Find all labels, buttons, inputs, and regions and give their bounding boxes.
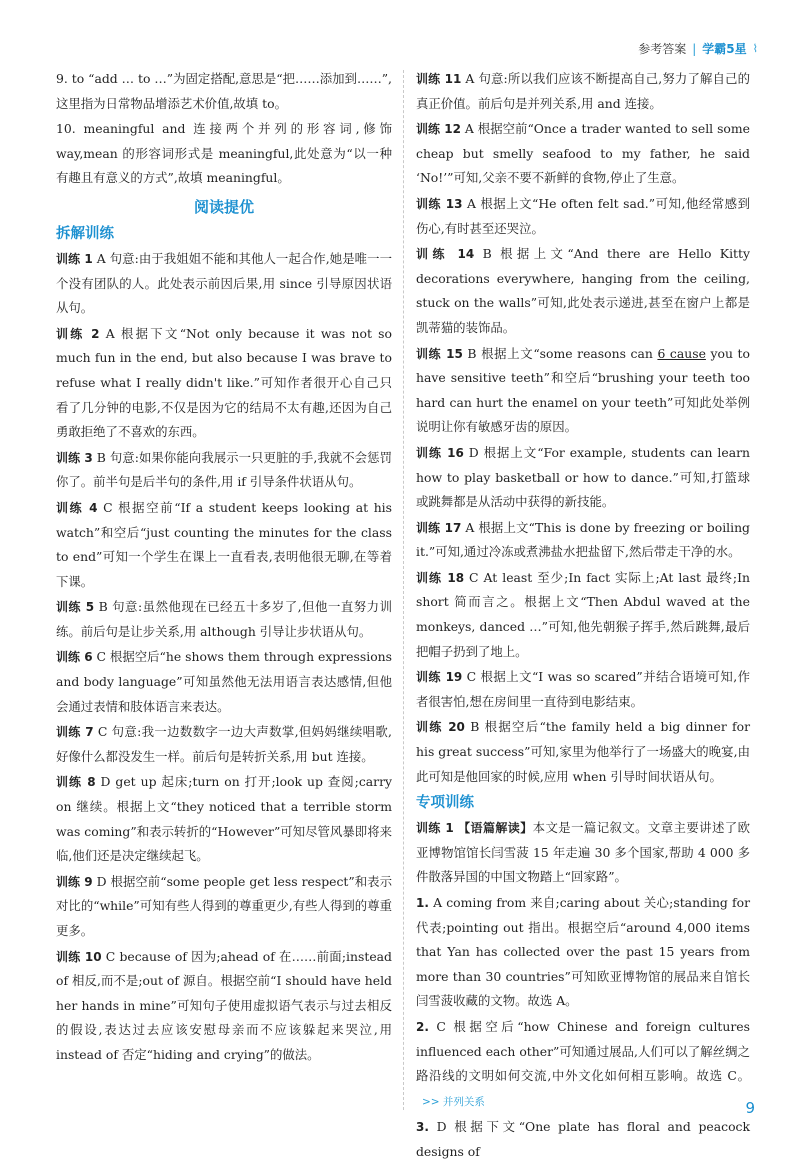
training-item	[56, 645, 392, 719]
training-item	[416, 242, 750, 340]
brand-logo: 学霸5星	[702, 42, 747, 56]
training-item	[416, 117, 750, 191]
training-item	[416, 566, 750, 664]
question-number: 1.	[416, 896, 429, 910]
item-text: C 根据空后“he shows them through expressions and body language”可知虽然他无法用语言表达感情,但他会通过表情和肢体语言来表达。	[56, 649, 392, 714]
item-label: 训练 12	[416, 122, 461, 137]
item-label: 训练 5	[56, 600, 95, 615]
header-label: 参考答案	[638, 42, 687, 56]
training-item	[56, 247, 392, 321]
item-label: 训练 18	[416, 570, 465, 585]
right-column	[416, 67, 750, 1166]
training-item	[416, 516, 750, 565]
item-label: 训练 13	[416, 196, 463, 211]
question-text: D 根据下文“One plate has floral and peacock designs of	[416, 1119, 750, 1159]
training-item	[56, 770, 392, 868]
item-label: 训练 10	[56, 949, 102, 964]
item-label: 训练 14	[416, 247, 475, 262]
item-text: D 根据上文“For example, students can learn how to play basketball or how to dance.”可知,打篮球或跳舞都是从活动中获得的新技能。	[416, 444, 750, 510]
question-item-2	[416, 1015, 750, 1114]
item-text: B 根据空后“the family held a big dinner for his great success”可知,家里为他举行了一场盛大的晚宴,由此可知是他回家的时候,应用 when 引导时间状语从句。	[416, 719, 750, 784]
training-item	[416, 715, 750, 789]
training-item	[56, 595, 392, 644]
answer-item-9: 9. to “add … to …”为固定搭配,意思是“把……添加到……”,这里指为日常物品增添艺术价值,故填 to。	[56, 71, 392, 111]
training-item	[416, 342, 750, 440]
passage-bracket: 【语篇解读】	[458, 821, 533, 836]
item-text: D get up 起床;turn on 打开;look up 查阅;carry on 继续。根据上文“they noticed that a terrible storm was coming”和表示转折的“However”可知尽管风暴即将来临,他们还是决定继续起飞。	[56, 774, 393, 864]
training-item	[416, 192, 750, 241]
training-item	[416, 441, 750, 515]
column-divider	[403, 70, 404, 1110]
training-item	[56, 496, 392, 594]
item-text: C At least 至少;In fact 实际上;At last 最终;In short 简而言之。根据上文“Then Abdul waved at the monkeys, danced …”可知,他先朝猴子挥手,然后跳舞,最后把帽子扔到了地上。	[416, 569, 750, 659]
item-text: C 根据空前“If a student keeps looking at his watch”和空后“just counting the minutes for the class to end”可知一个学生在课上一直看表,表明他很无聊,在等着下课。	[56, 499, 392, 589]
chaijie-list	[56, 247, 392, 1068]
item-text: A 根据上文“This is done by freezing or boiling it.”可知,通过冷冻或煮沸盐水把盐留下,然后带走干净的水。	[416, 519, 750, 560]
passage-text: 本文是一篇记叙文。文章主要讲述了欧亚博物馆馆长闫雪菠 15 年走遍 30 多个国家,帮助 4 000 多件散落异国的中国文物踏上“回家路”。	[416, 820, 750, 885]
item-text: A 句意:由于我姐姐不能和其他人一起合作,她是唯一一个没有团队的人。此处表示前因后果,用 since 引导原因状语从句。	[56, 250, 392, 316]
item-label: 训练 1	[416, 821, 454, 836]
item-text: C 句意:我一边数数字一边大声数掌,但妈妈继续唱歌,好像什么都没发生一样。前后句是转折关系,用 but 连接。	[56, 724, 392, 764]
reading-section-title: 阅读提优	[193, 197, 254, 216]
question-item-3	[416, 1115, 750, 1164]
training-item	[56, 870, 392, 944]
item-label: 训练 8	[56, 775, 96, 790]
chaijie-section-title: 拆解训练	[56, 225, 114, 242]
item-label: 训练 17	[416, 520, 462, 535]
brand-icon: ⌇	[752, 42, 758, 55]
item-label: 训练 3	[56, 450, 93, 465]
item-text: C because of 因为;ahead of 在……前面;instead of 相反,而不是;out of 源自。根据空前“I should have held her hands in mine”可知句子使用虚拟语气表示与过去相反的假设,表达过去应该安慰母亲而不应该躲起来哭泣,用 instead of 否定“hiding and crying”的做法。	[56, 948, 392, 1062]
item-text: A 根据上文“He often felt sad.”可知,他经常感到伤心,有时甚至还哭泣。	[416, 195, 750, 236]
item-text: D 根据空前“some people get less respect”和表示对比的“while”可知有些人得到的尊重更少,有些人得到的尊重更多。	[56, 873, 392, 938]
underlined-blank: 6 cause	[657, 345, 706, 361]
item-label: 训练 19	[416, 670, 463, 685]
header-separator: |	[692, 41, 697, 56]
item-text: A 句意:所以我们应该不断提高自己,努力了解自己的真正价值。前后句是并列关系,用 and 连接。	[416, 71, 750, 111]
item-text: B 句意:如果你能向我展示一只更脏的手,我就不会惩罚你了。前半句是后半句的条件,用 if 引导条件状语从句。	[56, 449, 392, 490]
item-label: 训练 20	[416, 720, 465, 735]
question-item-1	[416, 891, 750, 1014]
page-header	[638, 40, 758, 57]
page-number: 9	[745, 1099, 755, 1117]
left-column	[56, 67, 392, 1069]
item-label: 训练 15	[416, 346, 463, 361]
question-text: A coming from 来自;caring about 关心;standing for 代表;pointing out 指出。根据空后“around 4,000 items that Yan has collected over the past 15 years from more than 30 countries”可知欧亚博物馆的展品来自馆长闫雪菠收藏的文物。故选 A。	[416, 895, 750, 1009]
item-label: 训练 9	[56, 874, 93, 889]
item-text: C 根据上文“I was so scared”并结合语境可知,作者很害怕,想在房间里一直待到电影结束。	[416, 669, 750, 709]
item-text-post: you to have sensitive teeth”和空后“brushing your teeth too hard can hurt the enamel on your teeth”可知此处举例说明让你有敏感牙齿的原因。	[416, 345, 750, 435]
item-text-pre: B 根据上文“some reasons can	[462, 345, 658, 361]
item-text: A 根据空前“Once a trader wanted to sell some cheap but smelly seafood to my father, he said ‘No!’”可知,父亲不要不新鲜的食物,停止了生意。	[416, 121, 750, 186]
item-label: 训练 16	[416, 445, 464, 460]
question-number: 3.	[416, 1120, 429, 1135]
item-label: 训练 7	[56, 725, 94, 740]
training-item	[56, 945, 392, 1068]
passage-intro	[416, 816, 750, 890]
question-text: C 根据空后“how Chinese and foreign cultures influenced each other”可知通过展品,人们可以了解丝绸之路沿线的文明如何交流,中外文化如何相互影响。故选 C。	[416, 1018, 750, 1084]
item-text: B 根据上文“And there are Hello Kitty decorations everywhere, hanging from the ceiling, stuck on the walls”可知,此处表示递进,甚至在窗户上都是凯蒂猫的装饰品。	[416, 246, 750, 335]
training-item	[56, 720, 392, 769]
item-text: A 根据下文“Not only because it was not so much fun in the end, but also because I was brave to refuse what I really didn't like.”可知作者很开心自己只看了几分钟的电影,不仅是因为它的结局不太有趣,还因为自己勇敢拒绝了不喜欢的东西。	[56, 325, 392, 440]
relation-tag: >> 并列关系	[422, 1095, 485, 1108]
answer-item-10: 10. meaningful and 连接两个并列的形容词,修饰 way,mean 的形容词形式是 meaningful,此处意为“以一种有趣且有意义的方式”,故填 meaningful。	[56, 121, 392, 186]
training-item	[416, 67, 750, 116]
zhuanxiang-section-title: 专项训练	[416, 795, 474, 812]
item-text: B 句意:虽然他现在已经五十多岁了,但他一直努力训练。前后句是让步关系,用 although 引导让步状语从句。	[56, 599, 392, 639]
item-label: 训练 1	[56, 251, 93, 266]
item-label: 训练 11	[416, 72, 462, 86]
question-number: 2.	[416, 1019, 429, 1034]
item-label: 训练 6	[56, 650, 93, 665]
training-item	[56, 322, 392, 445]
training-item	[416, 665, 750, 714]
item-label: 训练 4	[56, 500, 98, 515]
item-label: 训练 2	[56, 326, 100, 341]
training-item	[56, 446, 392, 495]
